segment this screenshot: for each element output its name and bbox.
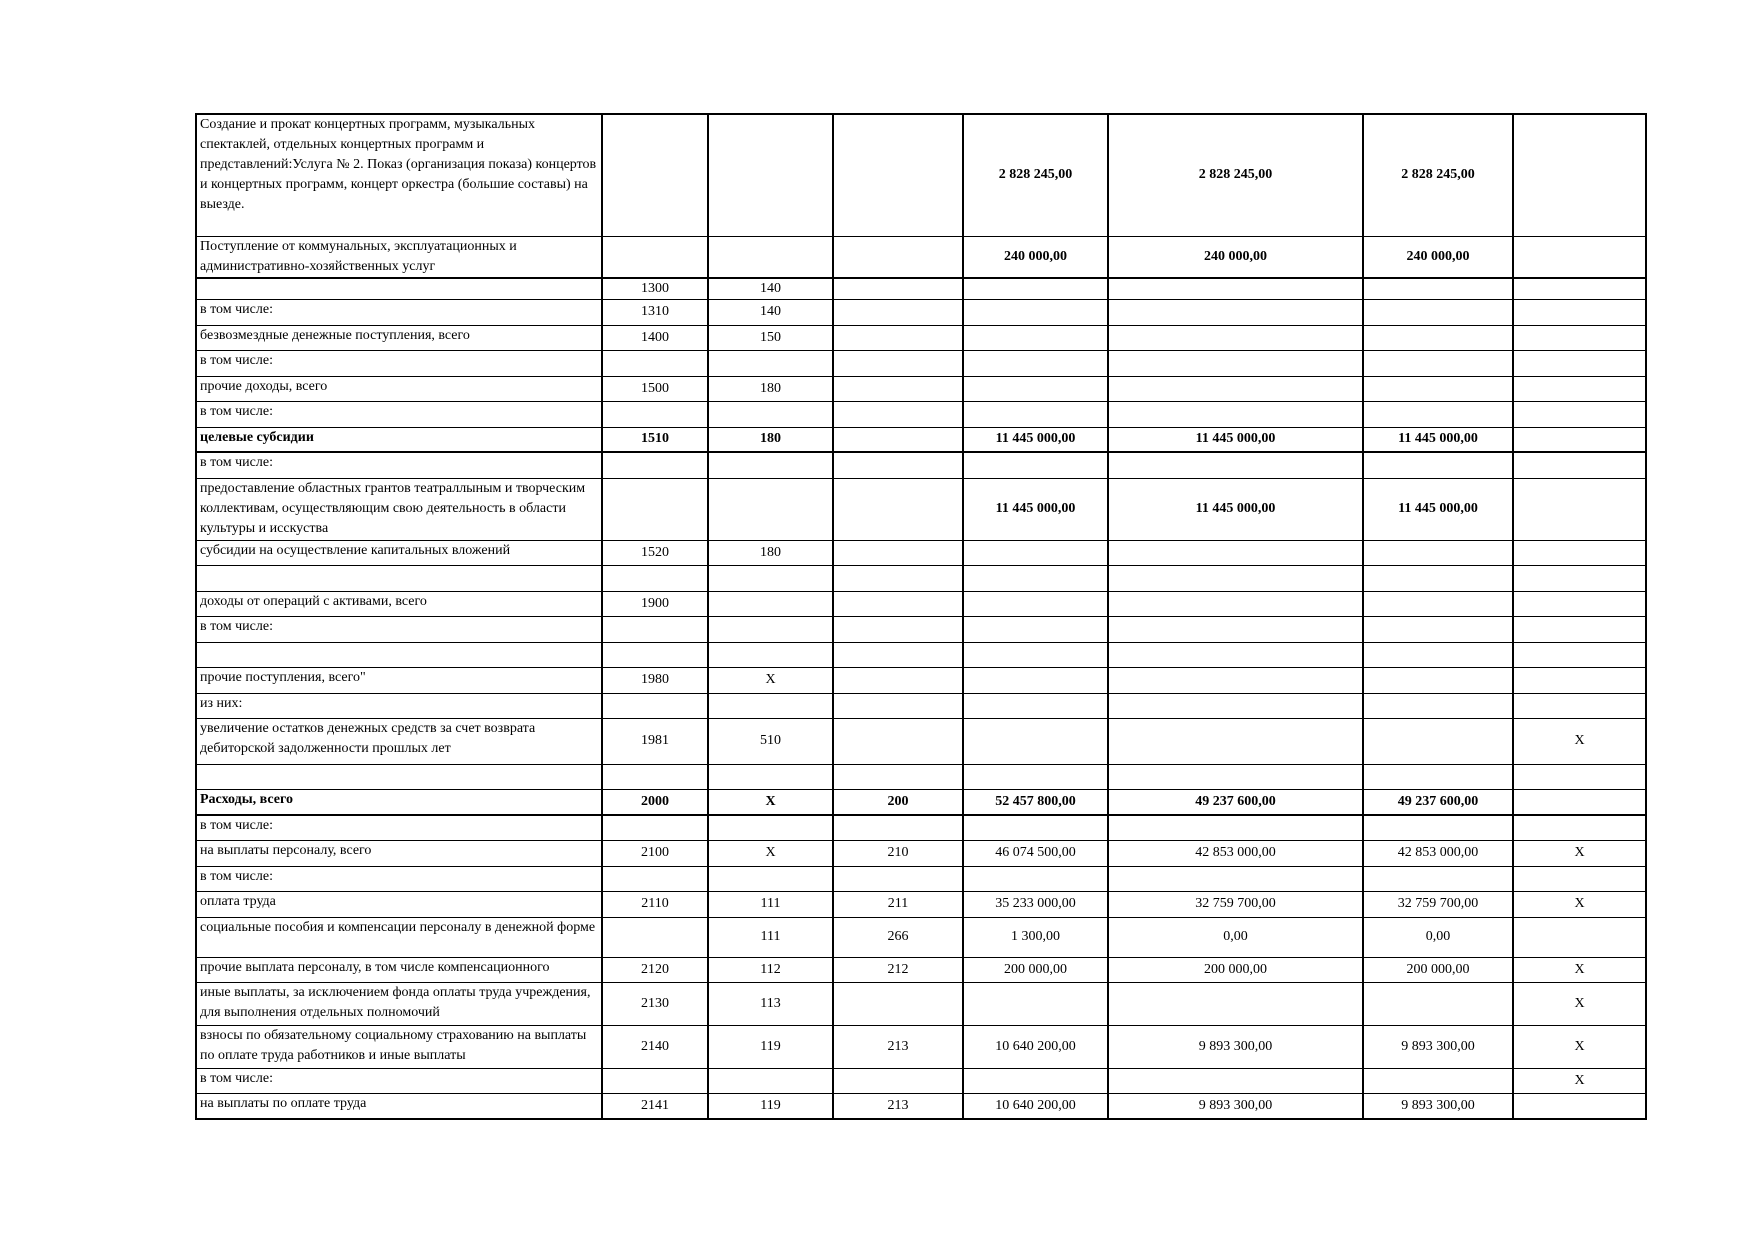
row-amount-3 [1363,452,1513,478]
row-amount-1 [963,642,1108,667]
row-amount-2: 49 237 600,00 [1108,789,1363,815]
row-amount-3 [1363,299,1513,325]
row-name: в том числе: [196,866,602,891]
table-row [196,114,1646,236]
row-amount-1 [963,452,1108,478]
row-kosgu-code [833,325,963,350]
row-amount-4: Х [1513,718,1646,764]
row-kosgu-code: 211 [833,891,963,917]
table-row [196,642,1646,667]
row-amount-2 [1108,616,1363,642]
row-name: увеличение остатков денежных средств за счет возврата дебиторской задолженности прошлых лет [196,718,602,764]
row-amount-1 [963,401,1108,427]
row-amount-1 [963,815,1108,840]
row-kosgu-code [833,815,963,840]
row-code: 2000 [602,789,708,815]
table-row [196,957,1646,982]
row-kbk-code: 111 [708,891,833,917]
row-kosgu-code [833,982,963,1025]
row-amount-2 [1108,982,1363,1025]
row-name: безвозмездные денежные поступления, всего [196,325,602,350]
row-code [602,114,708,236]
table-row [196,236,1646,278]
row-amount-1 [963,299,1108,325]
row-amount-4 [1513,667,1646,693]
row-name: Создание и прокат концертных программ, музыкальных спектаклей, отдельных концертных программ и представлений:Услуга № 2. Показ (организация показа) концертов и концертных программ, концерт оркестра (большие составы) на выезде. [196,114,602,236]
row-name: Поступление от коммунальных, эксплуатационных и административно-хозяйственных услуг [196,236,602,278]
row-amount-3: 0,00 [1363,917,1513,957]
row-amount-3 [1363,325,1513,350]
row-amount-3: 32 759 700,00 [1363,891,1513,917]
row-kosgu-code [833,452,963,478]
row-amount-1: 35 233 000,00 [963,891,1108,917]
row-amount-2 [1108,540,1363,565]
row-kbk-code: Х [708,840,833,866]
table-row [196,764,1646,789]
row-amount-3 [1363,667,1513,693]
row-amount-1 [963,350,1108,376]
row-kosgu-code [833,1068,963,1093]
row-code [602,350,708,376]
row-amount-1 [963,982,1108,1025]
row-kosgu-code [833,114,963,236]
table-row [196,1093,1646,1119]
row-code: 1510 [602,427,708,452]
row-kbk-code: 113 [708,982,833,1025]
table-row [196,616,1646,642]
row-code: 1980 [602,667,708,693]
row-amount-1 [963,278,1108,300]
row-amount-1 [963,1068,1108,1093]
table-row [196,478,1646,540]
row-code [602,401,708,427]
row-kosgu-code [833,236,963,278]
row-amount-2: 0,00 [1108,917,1363,957]
row-amount-2 [1108,642,1363,667]
row-kbk-code [708,401,833,427]
table-row [196,982,1646,1025]
row-amount-3 [1363,540,1513,565]
row-amount-2 [1108,278,1363,300]
row-name: в том числе: [196,815,602,840]
row-name: прочие доходы, всего [196,376,602,401]
row-amount-1: 10 640 200,00 [963,1025,1108,1068]
row-amount-2 [1108,325,1363,350]
row-kosgu-code: 266 [833,917,963,957]
row-amount-2 [1108,764,1363,789]
row-code [602,236,708,278]
row-name: в том числе: [196,1068,602,1093]
row-kosgu-code: 212 [833,957,963,982]
row-kosgu-code [833,350,963,376]
row-kbk-code: 140 [708,299,833,325]
row-amount-1 [963,540,1108,565]
row-kosgu-code [833,278,963,300]
row-amount-4 [1513,299,1646,325]
row-amount-1 [963,667,1108,693]
row-name [196,642,602,667]
row-amount-2 [1108,693,1363,718]
row-kbk-code: Х [708,789,833,815]
row-kosgu-code [833,693,963,718]
row-name: из них: [196,693,602,718]
row-amount-3 [1363,376,1513,401]
table-row [196,667,1646,693]
row-kosgu-code [833,299,963,325]
row-amount-3 [1363,764,1513,789]
row-amount-1 [963,764,1108,789]
row-kbk-code: 112 [708,957,833,982]
row-amount-2 [1108,350,1363,376]
row-kosgu-code [833,376,963,401]
row-code: 2120 [602,957,708,982]
row-amount-4 [1513,866,1646,891]
table-row [196,789,1646,815]
row-amount-1 [963,565,1108,591]
row-kbk-code: 111 [708,917,833,957]
row-amount-1: 2 828 245,00 [963,114,1108,236]
row-kosgu-code [833,565,963,591]
row-kosgu-code [833,718,963,764]
row-amount-2: 240 000,00 [1108,236,1363,278]
row-amount-2 [1108,565,1363,591]
row-code: 1500 [602,376,708,401]
row-amount-3 [1363,815,1513,840]
row-kbk-code [708,1068,833,1093]
row-amount-4 [1513,917,1646,957]
table-row [196,1025,1646,1068]
row-amount-4 [1513,236,1646,278]
table-row [196,325,1646,350]
row-amount-1: 11 445 000,00 [963,427,1108,452]
row-kosgu-code [833,591,963,616]
row-amount-1: 11 445 000,00 [963,478,1108,540]
row-code: 2140 [602,1025,708,1068]
row-kosgu-code [833,616,963,642]
row-name: в том числе: [196,350,602,376]
table-row [196,840,1646,866]
row-amount-1 [963,693,1108,718]
table-row [196,401,1646,427]
row-amount-2 [1108,667,1363,693]
row-code [602,616,708,642]
row-amount-1: 240 000,00 [963,236,1108,278]
row-code: 1300 [602,278,708,300]
row-amount-2 [1108,401,1363,427]
row-code [602,764,708,789]
row-amount-3 [1363,718,1513,764]
row-kbk-code: Х [708,667,833,693]
row-code: 2110 [602,891,708,917]
row-kbk-code [708,452,833,478]
row-code: 1981 [602,718,708,764]
table-body [196,114,1646,1119]
row-amount-4 [1513,540,1646,565]
row-name: иные выплаты, за исключением фонда оплаты труда учреждения, для выполнения отдельных полномочий [196,982,602,1025]
row-kosgu-code [833,642,963,667]
row-name: социальные пособия и компенсации персоналу в денежной форме [196,917,602,957]
row-amount-1 [963,616,1108,642]
row-amount-2: 11 445 000,00 [1108,427,1363,452]
row-code: 2130 [602,982,708,1025]
table-row [196,565,1646,591]
row-amount-4: Х [1513,840,1646,866]
row-amount-3: 11 445 000,00 [1363,427,1513,452]
row-name: субсидии на осуществление капитальных вложений [196,540,602,565]
row-amount-4 [1513,350,1646,376]
table-row [196,350,1646,376]
row-amount-1 [963,376,1108,401]
row-amount-2 [1108,376,1363,401]
row-name: прочие выплата персоналу, в том числе компенсационного [196,957,602,982]
row-code: 1900 [602,591,708,616]
row-amount-1 [963,325,1108,350]
row-name: на выплаты по оплате труда [196,1093,602,1119]
row-amount-2: 200 000,00 [1108,957,1363,982]
row-amount-1 [963,718,1108,764]
row-amount-2 [1108,591,1363,616]
row-kbk-code [708,565,833,591]
row-amount-4: Х [1513,982,1646,1025]
row-amount-3 [1363,616,1513,642]
row-kosgu-code [833,540,963,565]
row-name [196,565,602,591]
row-amount-4 [1513,642,1646,667]
row-kbk-code [708,764,833,789]
row-kbk-code [708,591,833,616]
row-name: предоставление областных грантов театраллыным и творческим коллективам, осуществляющим свою деятельность в области культуры и исскуства [196,478,602,540]
row-amount-4 [1513,427,1646,452]
row-name: на выплаты персоналу, всего [196,840,602,866]
row-kosgu-code: 200 [833,789,963,815]
row-amount-4: Х [1513,957,1646,982]
table-row [196,718,1646,764]
row-amount-4 [1513,693,1646,718]
row-amount-4 [1513,325,1646,350]
row-code [602,866,708,891]
table-row [196,591,1646,616]
row-kbk-code [708,114,833,236]
row-amount-3 [1363,982,1513,1025]
row-amount-4: Х [1513,1025,1646,1068]
table-row [196,693,1646,718]
row-amount-4 [1513,114,1646,236]
row-amount-2: 32 759 700,00 [1108,891,1363,917]
row-amount-2 [1108,866,1363,891]
row-amount-2 [1108,299,1363,325]
row-code [602,693,708,718]
row-amount-4 [1513,815,1646,840]
row-kosgu-code: 213 [833,1025,963,1068]
row-kbk-code: 119 [708,1093,833,1119]
row-amount-3 [1363,1068,1513,1093]
row-name: в том числе: [196,452,602,478]
row-amount-4 [1513,616,1646,642]
row-code [602,478,708,540]
row-amount-2: 11 445 000,00 [1108,478,1363,540]
row-amount-1: 1 300,00 [963,917,1108,957]
row-name: прочие поступления, всего" [196,667,602,693]
row-kbk-code: 180 [708,427,833,452]
row-code: 2100 [602,840,708,866]
row-amount-2: 9 893 300,00 [1108,1025,1363,1068]
row-code [602,452,708,478]
row-amount-3 [1363,401,1513,427]
row-kosgu-code: 210 [833,840,963,866]
row-amount-3 [1363,565,1513,591]
row-amount-4: Х [1513,1068,1646,1093]
row-amount-1 [963,866,1108,891]
row-name: в том числе: [196,299,602,325]
row-code [602,815,708,840]
row-amount-2 [1108,718,1363,764]
row-kbk-code [708,693,833,718]
row-amount-2 [1108,1068,1363,1093]
row-amount-1: 10 640 200,00 [963,1093,1108,1119]
row-amount-2 [1108,815,1363,840]
row-code: 1400 [602,325,708,350]
row-code [602,917,708,957]
row-kosgu-code [833,427,963,452]
row-name: в том числе: [196,616,602,642]
row-kbk-code: 140 [708,278,833,300]
row-amount-4 [1513,278,1646,300]
row-name: взносы по обязательному социальному страхованию на выплаты по оплате труда работников и иные выплаты [196,1025,602,1068]
row-amount-4 [1513,478,1646,540]
row-name: целевые субсидии [196,427,602,452]
row-name: Расходы, всего [196,789,602,815]
row-kbk-code [708,350,833,376]
row-code: 1520 [602,540,708,565]
row-amount-3: 42 853 000,00 [1363,840,1513,866]
table-row [196,376,1646,401]
row-kosgu-code [833,667,963,693]
row-amount-4: Х [1513,891,1646,917]
row-amount-2: 9 893 300,00 [1108,1093,1363,1119]
financial-plan-table [195,113,1647,1120]
row-kbk-code [708,616,833,642]
row-kbk-code [708,642,833,667]
table-row [196,427,1646,452]
row-amount-4 [1513,401,1646,427]
row-amount-3: 49 237 600,00 [1363,789,1513,815]
row-amount-3 [1363,693,1513,718]
row-kbk-code: 180 [708,540,833,565]
row-amount-3 [1363,350,1513,376]
row-kbk-code [708,478,833,540]
row-amount-1: 46 074 500,00 [963,840,1108,866]
row-amount-3: 9 893 300,00 [1363,1093,1513,1119]
row-amount-4 [1513,789,1646,815]
row-code [602,642,708,667]
row-kbk-code: 150 [708,325,833,350]
row-amount-2: 42 853 000,00 [1108,840,1363,866]
row-kbk-code [708,866,833,891]
row-amount-3: 240 000,00 [1363,236,1513,278]
table-row [196,917,1646,957]
row-kosgu-code [833,764,963,789]
table-row [196,815,1646,840]
row-amount-3 [1363,278,1513,300]
row-name: оплата труда [196,891,602,917]
row-amount-1: 200 000,00 [963,957,1108,982]
row-amount-4 [1513,591,1646,616]
row-amount-4 [1513,565,1646,591]
row-kosgu-code [833,478,963,540]
row-code [602,1068,708,1093]
row-amount-1 [963,591,1108,616]
row-kbk-code: 180 [708,376,833,401]
table-row [196,540,1646,565]
row-amount-3: 9 893 300,00 [1363,1025,1513,1068]
table-row [196,1068,1646,1093]
table-row [196,299,1646,325]
row-kosgu-code [833,401,963,427]
table-row [196,452,1646,478]
row-kbk-code: 119 [708,1025,833,1068]
row-code: 2141 [602,1093,708,1119]
row-code [602,565,708,591]
row-name [196,278,602,300]
table-row [196,866,1646,891]
row-kbk-code: 510 [708,718,833,764]
row-name [196,764,602,789]
row-name: в том числе: [196,401,602,427]
row-code: 1310 [602,299,708,325]
row-amount-3: 2 828 245,00 [1363,114,1513,236]
row-name: доходы от операций с активами, всего [196,591,602,616]
row-amount-3: 11 445 000,00 [1363,478,1513,540]
row-amount-3: 200 000,00 [1363,957,1513,982]
row-kbk-code [708,236,833,278]
row-amount-4 [1513,452,1646,478]
row-kosgu-code [833,866,963,891]
row-amount-4 [1513,376,1646,401]
table-row [196,891,1646,917]
row-amount-2: 2 828 245,00 [1108,114,1363,236]
row-amount-1: 52 457 800,00 [963,789,1108,815]
row-amount-3 [1363,866,1513,891]
row-amount-4 [1513,1093,1646,1119]
row-amount-4 [1513,764,1646,789]
row-amount-3 [1363,642,1513,667]
row-amount-3 [1363,591,1513,616]
table-row [196,278,1646,300]
row-kosgu-code: 213 [833,1093,963,1119]
row-kbk-code [708,815,833,840]
row-amount-2 [1108,452,1363,478]
